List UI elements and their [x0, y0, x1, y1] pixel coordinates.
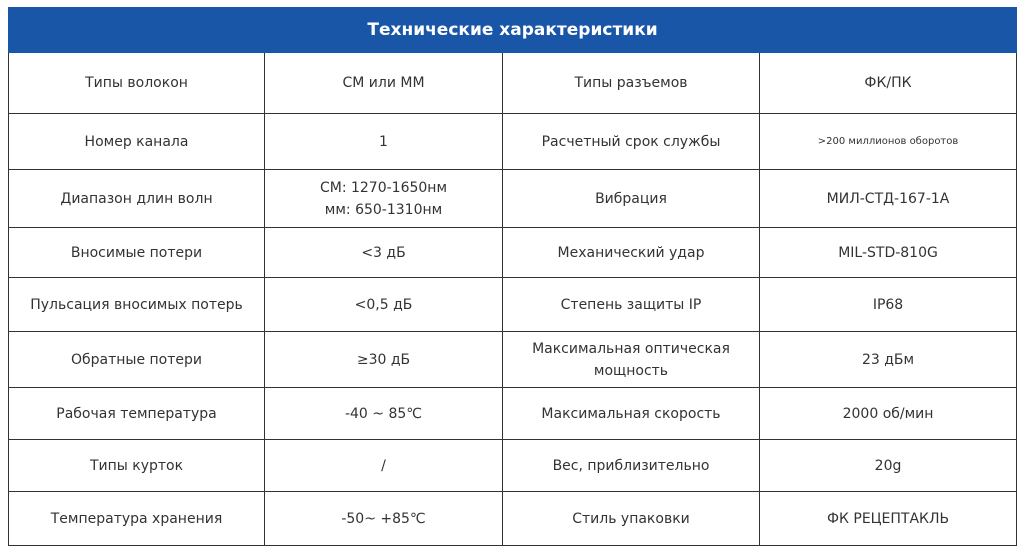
param-label: Вносимые потери [9, 228, 265, 278]
param-value: ФК РЕЦЕПТАКЛЬ [760, 492, 1017, 546]
param-value [265, 170, 503, 228]
cell-line: Максимальная оптическая [532, 340, 730, 357]
param-value: -40 ~ 85℃ [265, 388, 503, 440]
param-label: Стиль упаковки [503, 492, 760, 546]
param-value: 23 дБм [760, 332, 1017, 388]
table-row [9, 332, 1017, 388]
table-row [9, 440, 1017, 492]
param-label: Диапазон длин волн [9, 170, 265, 228]
param-label: Температура хранения [9, 492, 265, 546]
cell-line: СМ: 1270-1650нм [319, 179, 448, 196]
param-value: MIL-STD-810G [760, 228, 1017, 278]
table-row [9, 278, 1017, 332]
param-label: Номер канала [9, 114, 265, 170]
param-label: Рабочая температура [9, 388, 265, 440]
param-label: Вес, приблизительно [503, 440, 760, 492]
table-row [9, 228, 1017, 278]
param-value: ФК/ПК [760, 53, 1017, 114]
table-title: Технические характеристики [9, 8, 1017, 53]
param-label: Расчетный срок службы [503, 114, 760, 170]
param-label: Пульсация вносимых потерь [9, 278, 265, 332]
param-value: 20g [760, 440, 1017, 492]
param-label: Вибрация [503, 170, 760, 228]
param-label: Типы волокон [9, 53, 265, 114]
param-label: Механический удар [503, 228, 760, 278]
param-label: Типы курток [9, 440, 265, 492]
param-label: Максимальная скорость [503, 388, 760, 440]
cell-line: мм: 650-1310нм [324, 201, 443, 218]
param-value: <0,5 дБ [265, 278, 503, 332]
param-value: МИЛ-СТД-167-1А [760, 170, 1017, 228]
param-value: СМ или ММ [265, 53, 503, 114]
param-label [503, 332, 760, 388]
param-label: Обратные потери [9, 332, 265, 388]
table-row [9, 388, 1017, 440]
param-value: -50~ +85℃ [265, 492, 503, 546]
param-value: <3 дБ [265, 228, 503, 278]
table-row [9, 170, 1017, 228]
param-value: ≥30 дБ [265, 332, 503, 388]
param-value: IP68 [760, 278, 1017, 332]
param-label: Степень защиты IP [503, 278, 760, 332]
table-row [9, 53, 1017, 114]
table-row [9, 114, 1017, 170]
param-value: 1 [265, 114, 503, 170]
param-value: >200 миллионов оборотов [760, 114, 1017, 170]
table-header-row [9, 8, 1017, 53]
param-value: 2000 об/мин [760, 388, 1017, 440]
param-label: Типы разъемов [503, 53, 760, 114]
spec-table [8, 7, 1017, 546]
table-row [9, 492, 1017, 546]
table-body [9, 53, 1017, 546]
cell-line: мощность [593, 362, 669, 379]
param-value: / [265, 440, 503, 492]
